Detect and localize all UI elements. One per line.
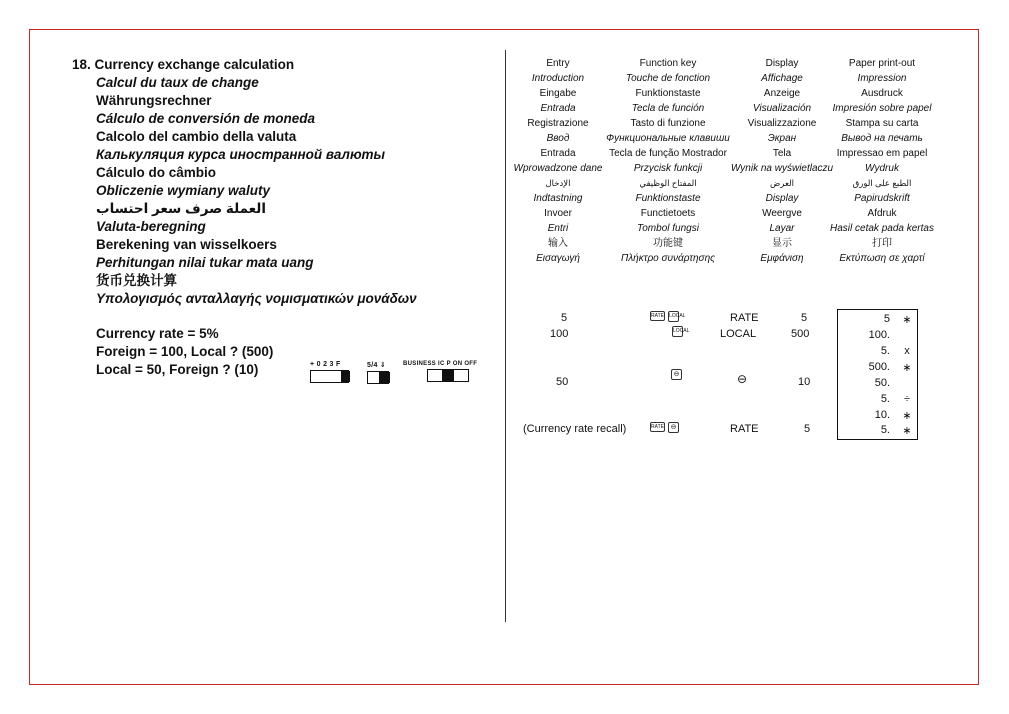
legend-cell: Εκτύπωση σε χαρτί (839, 253, 925, 264)
column-divider (505, 50, 506, 622)
mode-switch: BUSINESS IC P ON OFF (403, 361, 469, 382)
decimal-switch-knob (341, 371, 350, 382)
tape-symbol: ∗ (902, 362, 912, 374)
tape-symbol: x (904, 345, 910, 357)
display-label: LOCAL (720, 328, 757, 340)
legend-cell: Eingabe (539, 88, 577, 99)
legend-row (520, 236, 940, 251)
rounding-switch-knob (379, 372, 390, 383)
legend-cell: Wprowadzone dane (513, 163, 603, 174)
legend-cell: Экран (767, 133, 797, 144)
display-value: 500 (791, 328, 810, 340)
legend-row (520, 86, 940, 101)
display-value: 10 (798, 376, 811, 388)
legend-cell: Tela (772, 148, 792, 159)
legend-cell: Tecla de função Mostrador (609, 148, 727, 159)
legend-row (520, 71, 940, 86)
entry-value: 5 (561, 312, 568, 324)
legend-cell: Εμφάνιση (760, 253, 804, 264)
mode-switch-knob (442, 370, 454, 381)
tape-value: 10. (874, 409, 890, 421)
legend-cell: 打印 (872, 238, 892, 249)
legend-cell: Function key (639, 58, 697, 69)
legend-cell: الطبع على الورق (852, 178, 912, 188)
legend-table (513, 56, 940, 266)
legend-cell: Stampa su carta (845, 118, 919, 129)
tape-value: 100. (868, 329, 890, 341)
title-de: Währungsrechner (96, 93, 212, 108)
legend-cell: Przycisk funkcji (633, 163, 703, 174)
tape-value: 5. (880, 345, 890, 357)
legend-row (520, 191, 940, 206)
tape-symbol: ÷ (903, 393, 911, 405)
title-id: Perhitungan nilai tukar mata uang (96, 255, 314, 270)
legend-row (513, 161, 940, 176)
legend-cell: 功能键 (653, 238, 683, 249)
legend-cell: Introduction (531, 73, 585, 84)
legend-cell: Entry (546, 58, 570, 69)
legend-cell: الإدخال (545, 178, 571, 188)
title-it: Calcolo del cambio della valuta (96, 129, 297, 144)
legend-row (520, 131, 940, 146)
legend-cell: Funktionstaste (635, 193, 701, 204)
foreign-key-icon: ⊖ (671, 369, 682, 380)
legend-cell: Touche de fonction (625, 73, 711, 84)
legend-cell: Affichage (761, 73, 803, 84)
legend-cell: Functietoets (640, 208, 696, 219)
example-foreign: Foreign = 100, Local ? (500) (96, 344, 274, 359)
legend-cell: المفتاح الوظيفي (639, 178, 697, 188)
section-titles (72, 56, 417, 308)
legend-cell: Πλήκτρο συνάρτησης (620, 253, 716, 264)
key-operation-table (515, 310, 995, 440)
decimal-switch: + 0 2 3 F (310, 361, 349, 383)
entry-value: 50 (556, 376, 569, 388)
entry-value: (Currency rate recall) (523, 423, 627, 435)
legend-cell: العرض (769, 178, 795, 188)
tape-value: 5. (880, 424, 890, 436)
legend-cell: Entrada (540, 103, 576, 114)
display-label: RATE (730, 423, 759, 435)
display-label: RATE (730, 312, 759, 324)
tape-symbol: ∗ (902, 425, 912, 437)
legend-cell: Tombol fungsi (637, 223, 699, 234)
legend-row (520, 251, 940, 266)
legend-cell: 显示 (772, 238, 792, 249)
title-ru: Калькуляция курса иностранной валюты (96, 147, 385, 162)
legend-cell: Impressao em papel (836, 148, 928, 159)
title-pl: Obliczenie wymiany waluty (96, 183, 271, 198)
tape-value: 5 (883, 313, 890, 325)
rate-key-icon: RATE (651, 424, 664, 431)
title-da: Valuta-beregning (96, 219, 206, 234)
title-pt: Cálculo do câmbio (96, 165, 217, 180)
rounding-switch: 5/4 ⇓ (367, 361, 389, 384)
legend-cell: Вывод на печать (841, 133, 923, 144)
legend-cell: Afdruk (867, 208, 897, 219)
legend-row (520, 116, 940, 131)
legend-cell: Impression (857, 73, 907, 84)
example-rate: Currency rate = 5% (96, 326, 219, 341)
legend-cell: Ввод (546, 133, 570, 144)
legend-cell: Entrada (540, 148, 576, 159)
legend-cell: 输入 (548, 238, 568, 249)
legend-header (520, 56, 940, 71)
display-foreign-icon: ⊖ (737, 372, 748, 386)
legend-cell: Tecla de función (631, 103, 705, 114)
legend-cell: Ausdruck (861, 88, 903, 99)
rate-key-icon: RATE (651, 313, 664, 320)
tape-value: 500. (868, 361, 890, 373)
paper-tape (837, 309, 918, 440)
title-nl: Berekening van wisselkoers (96, 237, 277, 252)
legend-cell: Hasil cetak pada kertas (830, 223, 934, 234)
legend-cell: Функциональные клавиши (606, 133, 730, 144)
tape-symbol: ∗ (902, 314, 912, 326)
title-fr: Calcul du taux de change (96, 75, 259, 90)
legend-cell: Visualizzazione (747, 118, 817, 129)
legend-row (520, 176, 940, 191)
legend-cell: Weergve (762, 208, 802, 219)
tape-value: 5. (880, 393, 890, 405)
legend-cell: Display (765, 193, 799, 204)
example-local: Local = 50, Foreign ? (10) (96, 362, 259, 377)
legend-cell: Impresión sobre papel (832, 103, 932, 114)
title-es: Cálculo de conversión de moneda (96, 111, 316, 126)
legend-cell: Entri (547, 223, 569, 234)
legend-cell: Wydruk (865, 163, 899, 174)
entry-value: 100 (550, 328, 569, 340)
legend-cell: Paper print-out (848, 58, 916, 69)
section-heading: 18. Currency exchange calculation (72, 57, 295, 72)
title-el: Υπολογισμός ανταλλαγής νομισματικών μονάδων (96, 291, 417, 306)
local-key-icon: LOCAL (668, 311, 679, 322)
legend-cell: Papirudskrift (854, 193, 910, 204)
legend-row (520, 101, 940, 116)
legend-cell: Visualización (752, 103, 812, 114)
legend-cell: Funktionstaste (635, 88, 701, 99)
foreign-key-icon: ⊖ (668, 422, 679, 433)
legend-cell: Display (765, 58, 799, 69)
legend-cell: Tasto di funzione (630, 118, 706, 129)
legend-cell: Εισαγωγή (536, 253, 580, 264)
legend-cell: Layar (769, 223, 795, 234)
tape-symbol: ∗ (902, 410, 912, 422)
legend-row (520, 221, 940, 236)
title-zh: 货币兑换计算 (96, 273, 177, 288)
display-value: 5 (801, 312, 808, 324)
legend-cell: Invoer (544, 208, 572, 219)
legend-cell: Wynik na wyświetlaczu (730, 163, 834, 174)
tape-value: 50. (874, 377, 890, 389)
legend-row (520, 146, 940, 161)
legend-cell: Registrazione (527, 118, 589, 129)
legend-cell: Anzeige (763, 88, 801, 99)
display-value: 5 (804, 423, 811, 435)
legend-row (520, 206, 940, 221)
legend-cell: Indtastning (533, 193, 583, 204)
local-key-icon: LOCAL (672, 326, 683, 337)
example-list (96, 325, 273, 379)
title-ar: العملة صرف سعر احتساب (96, 201, 266, 216)
